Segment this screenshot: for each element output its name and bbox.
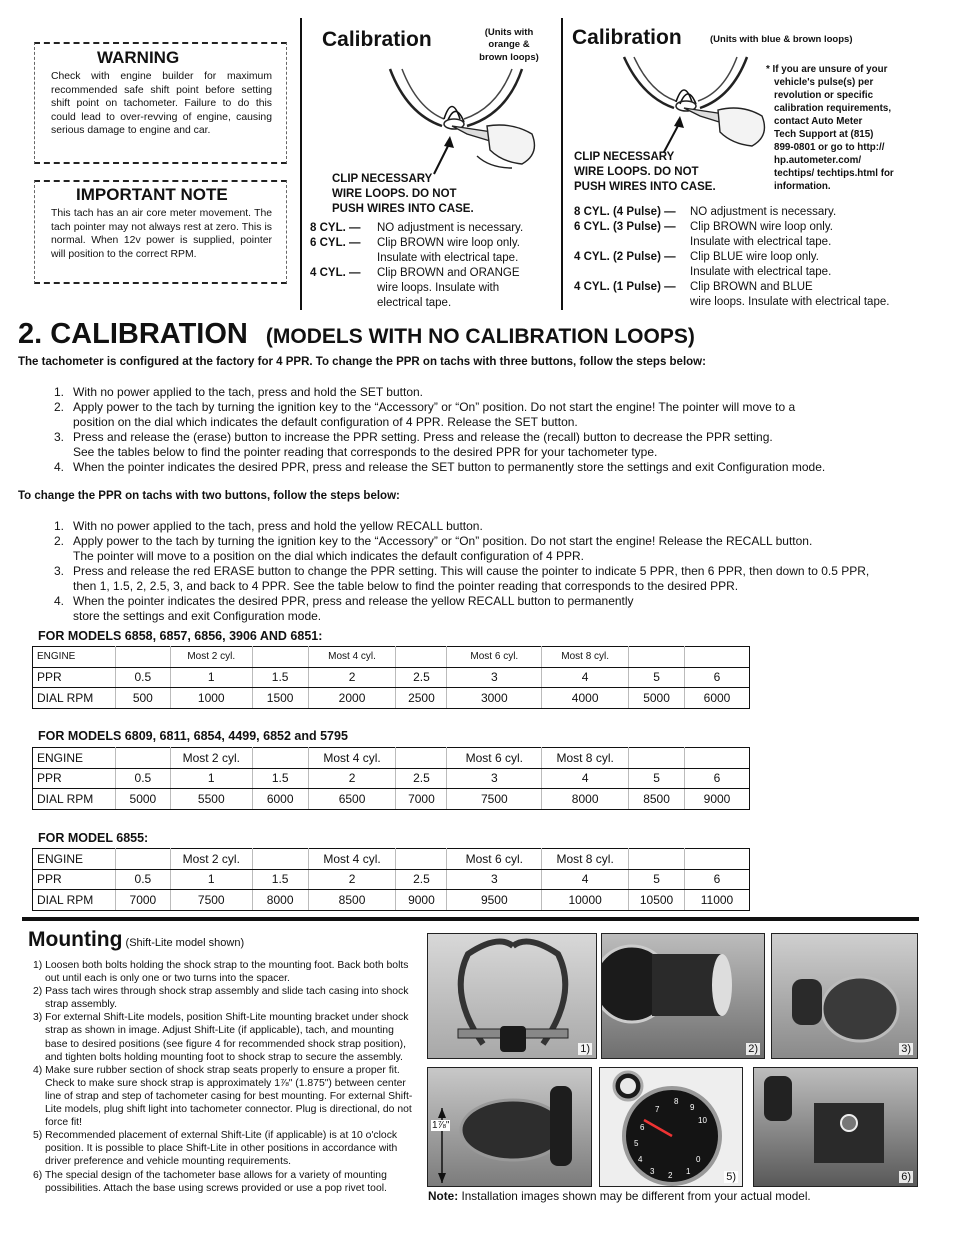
table-cell: 1.5 — [252, 667, 308, 688]
table-cell: 4 — [542, 768, 629, 789]
table-cell — [252, 748, 308, 769]
mounting-photo-2 — [601, 933, 765, 1059]
step-line: Apply power to the tach by turning the ignition key to the “Accessory” or “On” position. Do not start the engine! The pointer will move to a — [73, 400, 796, 414]
table-cell: 4 — [542, 667, 629, 688]
steps-three-buttons — [54, 385, 914, 475]
divider-right — [561, 18, 563, 310]
step-item — [54, 594, 924, 624]
table-row — [33, 849, 750, 870]
cyl-desc-line: Insulate with electrical tape. — [690, 236, 832, 248]
table-cell: Most 8 cyl. — [542, 748, 629, 769]
table-cell: 1000 — [170, 688, 252, 709]
table-cell — [115, 647, 170, 668]
svg-text:6: 6 — [640, 1123, 645, 1132]
table-cell: 4 — [542, 869, 629, 890]
calibration-right-clip-note — [574, 150, 716, 195]
table-cell: 5 — [629, 768, 685, 789]
svg-text:3: 3 — [650, 1167, 655, 1176]
cyl-desc — [377, 221, 523, 236]
photo-label: 2) — [748, 1043, 758, 1055]
mounting-heading — [28, 928, 244, 952]
table-cell: Most 6 cyl. — [447, 849, 542, 870]
cyl-key: 8 CYL. — — [310, 222, 361, 234]
clip-line: CLIP NECESSARY — [574, 151, 675, 163]
table-cell — [629, 748, 685, 769]
units-line: (Units with — [484, 27, 534, 38]
warning-title: WARNING — [97, 48, 180, 67]
table-cell — [685, 748, 750, 769]
cyl-key: 4 CYL. (2 Pulse) — — [574, 251, 676, 263]
cyl-key: 4 CYL. (1 Pulse) — — [574, 281, 676, 293]
step-line: Apply power to the tach by turning the ignition key to the “Accessory” or “On” position. Do not start the engine! Release the RECALL button. — [73, 534, 813, 548]
svg-text:0: 0 — [696, 1155, 701, 1164]
mounting-photo-4 — [427, 1067, 592, 1187]
cyl-desc-line: wire loops. Insulate with electrical tape. — [690, 296, 890, 308]
ppr-table-3 — [32, 848, 750, 911]
step-item — [54, 460, 914, 475]
step-line: store the settings and exit Configuration mode. — [73, 609, 322, 623]
cyl-desc-line: Insulate with electrical tape. — [377, 252, 519, 264]
note-line: 899-0801 or go to http:// — [774, 142, 885, 153]
table-cell — [685, 849, 750, 870]
shock-strap-icon — [428, 934, 597, 1059]
table-cell: Most 4 cyl. — [308, 849, 396, 870]
table-cell: ENGINE — [33, 647, 116, 668]
table-cell — [396, 647, 447, 668]
table-cell: 2 — [308, 667, 396, 688]
table-cell: 4000 — [542, 688, 629, 709]
cal-right-row-6cyl — [574, 220, 833, 250]
clip-line: WIRE LOOPS. DO NOT — [574, 166, 699, 178]
table-row — [33, 688, 750, 709]
table-cell: Most 6 cyl. — [447, 748, 542, 769]
cyl-desc-line: Clip BROWN and BLUE — [690, 281, 813, 293]
step-line: When the pointer indicates the desired PPR, press and release the SET button to permanently store the settings and exit Configuration mode. — [73, 460, 826, 474]
step-number: 4. — [54, 460, 65, 474]
tachometer-dial-icon — [600, 1068, 743, 1187]
table-cell: 1.5 — [252, 768, 308, 789]
cal-left-row-8cyl — [310, 221, 523, 236]
table-row — [33, 647, 750, 668]
photo-label: 6) — [901, 1171, 911, 1183]
table-cell: 3000 — [447, 688, 542, 709]
table-cell: Most 2 cyl. — [170, 748, 252, 769]
table-cell: DIAL RPM — [33, 890, 116, 911]
table-2-title: FOR MODELS 6809, 6811, 6854, 4499, 6852 and 5795 — [38, 729, 348, 743]
photo-label: 1) — [580, 1043, 590, 1055]
table-cell — [629, 849, 685, 870]
table-cell: PPR — [33, 667, 116, 688]
table-cell: 11000 — [685, 890, 750, 911]
wire-loop-clip-illustration-right — [612, 52, 772, 157]
table-1-title: FOR MODELS 6858, 6857, 6856, 3906 AND 6851: — [38, 629, 323, 643]
note-line: * If you are unsure of your — [766, 64, 888, 75]
mounting-step: 1) Loosen both bolts holding the shock strap to the mounting foot. Back both bolts out until each is only one or two turns into the spacer. — [33, 960, 409, 985]
tach-base-icon — [754, 1068, 918, 1187]
step-line: position on the dial which indicates the default configuration of 4 PPR. Release the SET button. — [73, 415, 578, 429]
table-cell: 5000 — [629, 688, 685, 709]
table-cell: 8500 — [308, 890, 396, 911]
table-cell: 2 — [308, 869, 396, 890]
table-cell: Most 6 cyl. — [447, 647, 542, 668]
step-line: The pointer will move to a position on the dial which indicates the default configuration of 4 PPR. — [73, 549, 584, 563]
step-item — [54, 430, 914, 460]
cyl-key: 4 CYL. — — [310, 267, 361, 279]
table-cell: 6000 — [252, 789, 308, 810]
note-line: calibration requirements, — [774, 103, 892, 114]
table-cell: 6000 — [685, 688, 750, 709]
step-line: With no power applied to the tach, press and hold the SET button. — [73, 385, 423, 399]
svg-text:5: 5 — [634, 1139, 639, 1148]
svg-text:2: 2 — [668, 1171, 673, 1180]
cal-right-row-4cyl-2pulse — [574, 250, 831, 280]
warning-box — [34, 42, 287, 164]
table-cell: 9000 — [396, 890, 447, 911]
table-row — [33, 869, 750, 890]
mounting-photo-5 — [599, 1067, 743, 1187]
table-cell: 8000 — [252, 890, 308, 911]
intro-three-buttons: The tachometer is configured at the factory for 4 PPR. To change the PPR on tachs with three buttons, follow the steps below: — [18, 356, 706, 368]
tach-hand-icon — [772, 934, 918, 1059]
calibration-right-title: Calibration — [572, 26, 682, 49]
cal-left-row-6cyl — [310, 236, 520, 266]
table-cell: 9000 — [685, 789, 750, 810]
svg-text:10: 10 — [698, 1116, 707, 1125]
step-number: 4. — [54, 594, 65, 608]
table-cell: Most 8 cyl. — [542, 849, 629, 870]
table-row — [33, 789, 750, 810]
section-title — [18, 318, 695, 351]
table-cell — [396, 849, 447, 870]
units-line: orange & — [488, 39, 530, 51]
table-cell: 1 — [170, 869, 252, 890]
table-cell: 7500 — [170, 890, 252, 911]
table-cell: 1.5 — [252, 869, 308, 890]
table-3-title: FOR MODEL 6855: — [38, 831, 149, 845]
step-item — [54, 385, 914, 400]
table-cell: 0.5 — [115, 667, 170, 688]
table-row — [33, 748, 750, 769]
note-line: vehicle's pulse(s) per — [774, 77, 874, 88]
table-cell: 7000 — [396, 789, 447, 810]
table-row — [33, 667, 750, 688]
clip-line: PUSH WIRES INTO CASE. — [574, 181, 716, 193]
table-cell: PPR — [33, 768, 116, 789]
note-line: Tech Support at (815) — [774, 129, 874, 140]
note-line: hp.autometer.com/ — [774, 155, 862, 166]
cyl-desc — [690, 250, 831, 280]
table-cell: DIAL RPM — [33, 789, 116, 810]
mounting-title: Mounting — [28, 928, 123, 951]
table-cell: 0.5 — [115, 869, 170, 890]
table-cell: Most 4 cyl. — [308, 647, 396, 668]
table-cell: 2.5 — [396, 667, 447, 688]
step-item — [54, 564, 924, 594]
step-line: See the tables below to find the pointer reading that corresponds to the desired PPR for your tachometer type. — [73, 445, 658, 459]
table-cell: 2 — [308, 768, 396, 789]
svg-text:7: 7 — [655, 1105, 660, 1114]
svg-text:1: 1 — [686, 1167, 691, 1176]
cyl-desc — [690, 280, 889, 310]
calibration-left-units — [470, 27, 548, 64]
note-label: Note: — [428, 1189, 459, 1203]
cyl-desc-line: Clip BLUE wire loop only. — [690, 251, 819, 263]
section-title-main: 2. CALIBRATION — [18, 318, 248, 350]
table-cell: Most 2 cyl. — [170, 647, 252, 668]
table-cell: 1 — [170, 667, 252, 688]
important-note-box — [34, 180, 287, 284]
table-cell: DIAL RPM — [33, 688, 116, 709]
wire-loop-clip-illustration-left — [372, 64, 542, 176]
cal-right-row-4cyl-1pulse — [574, 280, 889, 310]
cyl-key: 6 CYL. (3 Pulse) — — [574, 221, 676, 233]
table-cell: 3 — [447, 768, 542, 789]
table-cell — [629, 647, 685, 668]
step-number: 3. — [54, 430, 65, 444]
table-cell: Most 4 cyl. — [308, 748, 396, 769]
table-cell: 8500 — [629, 789, 685, 810]
table-cell — [115, 748, 170, 769]
table-cell: Most 8 cyl. — [542, 647, 629, 668]
table-cell: 7000 — [115, 890, 170, 911]
table-cell: ENGINE — [33, 849, 116, 870]
svg-text:9: 9 — [690, 1103, 695, 1112]
table-cell — [396, 748, 447, 769]
table-cell: 10000 — [542, 890, 629, 911]
cyl-desc-line: electrical tape. — [377, 297, 452, 309]
photo-label: 3) — [901, 1043, 911, 1055]
ppr-table-1 — [32, 646, 750, 709]
step-number: 1. — [54, 519, 65, 533]
table-cell: 5 — [629, 667, 685, 688]
step-number: 3. — [54, 564, 65, 578]
clip-line: PUSH WIRES INTO CASE. — [332, 203, 474, 215]
table-cell: 8000 — [542, 789, 629, 810]
table-row — [33, 768, 750, 789]
tach-casing-icon — [602, 934, 765, 1059]
table-cell: 2.5 — [396, 869, 447, 890]
note-line: revolution or specific — [774, 90, 874, 101]
step-line: then 1, 1.5, 2, 2.5, 3, and back to 4 PPR. See the table below to find the pointer reading that corresponds to the desired PPR. — [73, 579, 739, 593]
calibration-left-title: Calibration — [322, 28, 432, 51]
cyl-desc-line: Clip BROWN and ORANGE — [377, 267, 520, 279]
mounting-photo-1 — [427, 933, 597, 1059]
table-cell — [685, 647, 750, 668]
cyl-desc — [690, 205, 836, 220]
cal-left-row-4cyl — [310, 266, 520, 311]
mounting-subtitle: (Shift-Lite model shown) — [125, 937, 245, 949]
table-cell: 3 — [447, 667, 542, 688]
table-cell: 5000 — [115, 789, 170, 810]
table-cell: 2500 — [396, 688, 447, 709]
mounting-photo-3 — [771, 933, 918, 1059]
table-cell: ENGINE — [33, 748, 116, 769]
cyl-desc-line: wire loops. Insulate with — [377, 282, 500, 294]
cyl-desc — [377, 266, 520, 311]
step-line: With no power applied to the tach, press and hold the yellow RECALL button. — [73, 519, 483, 533]
table-cell: 6 — [685, 768, 750, 789]
divider-left — [300, 18, 302, 310]
measurement-icon — [428, 1068, 592, 1187]
table-cell: 2000 — [308, 688, 396, 709]
steps-two-buttons — [54, 519, 924, 624]
mounting-photo-6 — [753, 1067, 918, 1187]
table-cell: 9500 — [447, 890, 542, 911]
table-cell: 5 — [629, 869, 685, 890]
mounting-step: 3) For external Shift-Lite models, position Shift-Lite mounting bracket under shock strap as shown in image. Adjust Shift-Lite (if applicable), tach, and mounting base to desired positions (see figure 4 for recommended shock strap position), and tighten bolts holding mounting foot to shock strap to secure the assembly. — [33, 1012, 409, 1063]
cyl-desc-line: NO adjustment is necessary. — [690, 206, 837, 218]
measurement-label: 1⅞" — [432, 1120, 450, 1131]
table-cell: 10500 — [629, 890, 685, 911]
cyl-desc-line: NO adjustment is necessary. — [377, 222, 524, 234]
step-number: 2. — [54, 400, 65, 414]
units-line: brown loops) — [479, 51, 539, 63]
ppr-table-2 — [32, 747, 750, 810]
table-row — [33, 890, 750, 911]
table-cell: Most 2 cyl. — [170, 849, 252, 870]
mounting-steps — [33, 959, 415, 1195]
cyl-key: 6 CYL. — — [310, 237, 361, 249]
calibration-left-clip-note — [332, 172, 474, 217]
warning-text: Check with engine builder for maximum recommended safe shift point before setting shift point on tachometer. Failure to do this could lead to over-revving of engine, causing serious damage to engine and car. — [51, 71, 272, 137]
table-cell: 500 — [115, 688, 170, 709]
step-item — [54, 400, 914, 430]
mounting-step: 6) The special design of the tachometer base allows for a variety of mounting possibilities. Attach the base using screws provided or use a pop rivet tool. — [33, 1169, 387, 1194]
table-cell — [252, 849, 308, 870]
clip-line: CLIP NECESSARY — [332, 173, 433, 185]
cyl-desc — [690, 220, 833, 250]
installation-note — [428, 1189, 811, 1203]
step-line: Press and release the (erase) button to increase the PPR setting. Press and release the (recall) button to decrease the PPR setting. — [73, 430, 773, 444]
table-cell: PPR — [33, 869, 116, 890]
cyl-desc — [377, 236, 520, 266]
photo-label: 5) — [726, 1171, 736, 1183]
table-cell: 6 — [685, 869, 750, 890]
calibration-right-units: (Units with blue & brown loops) — [710, 34, 853, 45]
table-cell: 2.5 — [396, 768, 447, 789]
table-cell — [115, 849, 170, 870]
mounting-step: 5) Recommended placement of external Shift-Lite (if applicable) is at 10 o'clock position. It is possible to place Shift-Lite in other positions in accordance with driver preference and vehicle mounting requirements. — [33, 1130, 398, 1168]
mounting-step: 2) Pass tach wires through shock strap assembly and slide tach casing into shock strap assembly. — [33, 986, 409, 1011]
step-number: 1. — [54, 385, 65, 399]
clip-line: WIRE LOOPS. DO NOT — [332, 188, 457, 200]
step-number: 2. — [54, 534, 65, 548]
cyl-desc-line: Clip BROWN wire loop only. — [377, 237, 520, 249]
note-line: techtips/ techtips.html for — [774, 168, 894, 179]
svg-text:8: 8 — [674, 1097, 679, 1106]
table-cell: 1500 — [252, 688, 308, 709]
step-line: When the pointer indicates the desired PPR, press and release the yellow RECALL button to permanently — [73, 594, 634, 608]
mounting-step: 4) Make sure rubber section of shock strap seats properly to ensure a proper fit. Check to make sure shock strap is approximately 1⅞" (1.875") between center line of strap and step of tachometer casing for best mounting. For external Shift-Lite models, plug shift light into tachometer connector. Plug is directional, do not force fit! — [33, 1064, 413, 1129]
table-cell: 6 — [685, 667, 750, 688]
note-text: Installation images shown may be different from your actual model. — [461, 1189, 811, 1203]
cyl-key: 8 CYL. (4 Pulse) — — [574, 206, 676, 218]
step-line: Press and release the red ERASE button to change the PPR setting. This will cause the pointer to indicate 5 PPR, then 6 PPR, then down to 0.5 PPR, — [73, 564, 870, 578]
step-item — [54, 519, 924, 534]
table-cell — [252, 647, 308, 668]
table-cell: 5500 — [170, 789, 252, 810]
note-line: contact Auto Meter — [774, 116, 863, 127]
cal-right-row-8cyl — [574, 205, 836, 220]
cyl-desc-line: Clip BROWN wire loop only. — [690, 221, 833, 233]
section-title-sub: (MODELS WITH NO CALIBRATION LOOPS) — [265, 325, 695, 348]
table-cell: 1 — [170, 768, 252, 789]
table-cell: 0.5 — [115, 768, 170, 789]
important-note-text: This tach has an air core meter movement. The tach pointer may not always rest at zero. This is normal. When 12v power is supplied, pointer will position to the correct RPM. — [51, 208, 272, 260]
important-note-title: IMPORTANT NOTE — [76, 185, 228, 204]
calibration-right-support-note — [766, 63, 894, 193]
note-line: information. — [774, 181, 831, 192]
section-divider — [22, 917, 919, 921]
table-cell: 6500 — [308, 789, 396, 810]
step-item — [54, 534, 924, 564]
table-cell: 7500 — [447, 789, 542, 810]
svg-text:4: 4 — [638, 1155, 643, 1164]
cyl-desc-line: Insulate with electrical tape. — [690, 266, 832, 278]
table-cell: 3 — [447, 869, 542, 890]
intro-two-buttons: To change the PPR on tachs with two buttons, follow the steps below: — [18, 490, 400, 502]
